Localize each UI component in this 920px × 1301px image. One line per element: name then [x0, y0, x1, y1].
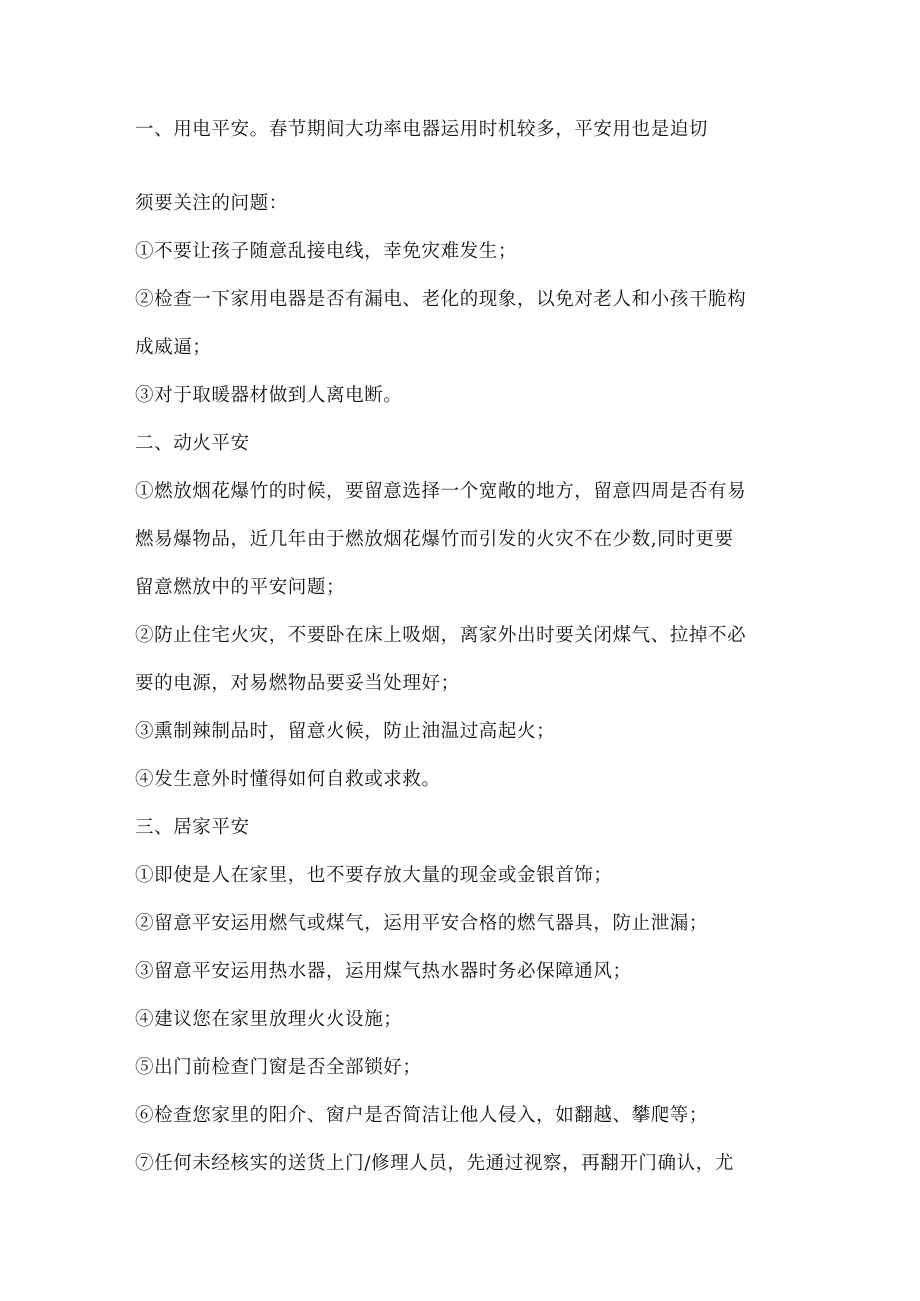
paragraph-line: ①不要让孩子随意乱接电线，幸免灾难发生；	[135, 241, 518, 262]
paragraph-line: ①燃放烟花爆竹的时候，要留意选择一个宽敞的地方，留意四周是否有易	[135, 481, 747, 502]
paragraph-line: 成威逼；	[135, 337, 212, 358]
paragraph-line: 须要关注的问题：	[135, 193, 288, 214]
paragraph-line: ①即使是人在家里，也不要存放大量的现金或金银首饰；	[135, 865, 613, 886]
paragraph-line: ②检查一下家用电器是否有漏电、老化的现象，以免对老人和小孩干脆构	[135, 289, 747, 310]
paragraph-line: ④发生意外时懂得如何自救或求救。	[135, 769, 441, 790]
paragraph-line: ③留意平安运用热水器，运用煤气热水器时务必保障通风；	[135, 961, 632, 982]
paragraph-line: ⑥检查您家里的阳介、窗户是否简洁让他人侵入，如翻越、攀爬等；	[135, 1105, 709, 1126]
paragraph-line: ③对于取暖器材做到人离电断。	[135, 385, 403, 406]
paragraph-line: 一、用电平安。春节期间大功率电器运用时机较多，平安用也是迫切	[135, 119, 709, 140]
section-heading: 三、居家平安	[135, 817, 250, 838]
paragraph-line: 要的电源，对易燃物品要妥当处理好；	[135, 673, 460, 694]
paragraph-line: ⑦任何未经核实的送货上门/修理人员，先通过视察，再翻开门确认，尤	[135, 1153, 734, 1174]
paragraph-line: ②留意平安运用燃气或煤气，运用平安合格的燃气器具，防止泄漏；	[135, 913, 709, 934]
paragraph-line: 留意燃放中的平安问题；	[135, 577, 346, 598]
paragraph-line: 燃易爆物品，近几年由于燃放烟花爆竹而引发的火灾不在少数,同时更要	[135, 529, 734, 550]
paragraph-line: ⑤出门前检查门窗是否全部锁好；	[135, 1057, 422, 1078]
section-heading: 二、动火平安	[135, 433, 250, 454]
paragraph-line: ②防止住宅火灾，不要卧在床上吸烟，离家外出时要关闭煤气、拉掉不必	[135, 625, 747, 646]
paragraph-line: ④建议您在家里放理火火设施；	[135, 1009, 403, 1030]
paragraph-line: ③熏制辣制品时，留意火候，防止油温过高起火；	[135, 721, 556, 742]
